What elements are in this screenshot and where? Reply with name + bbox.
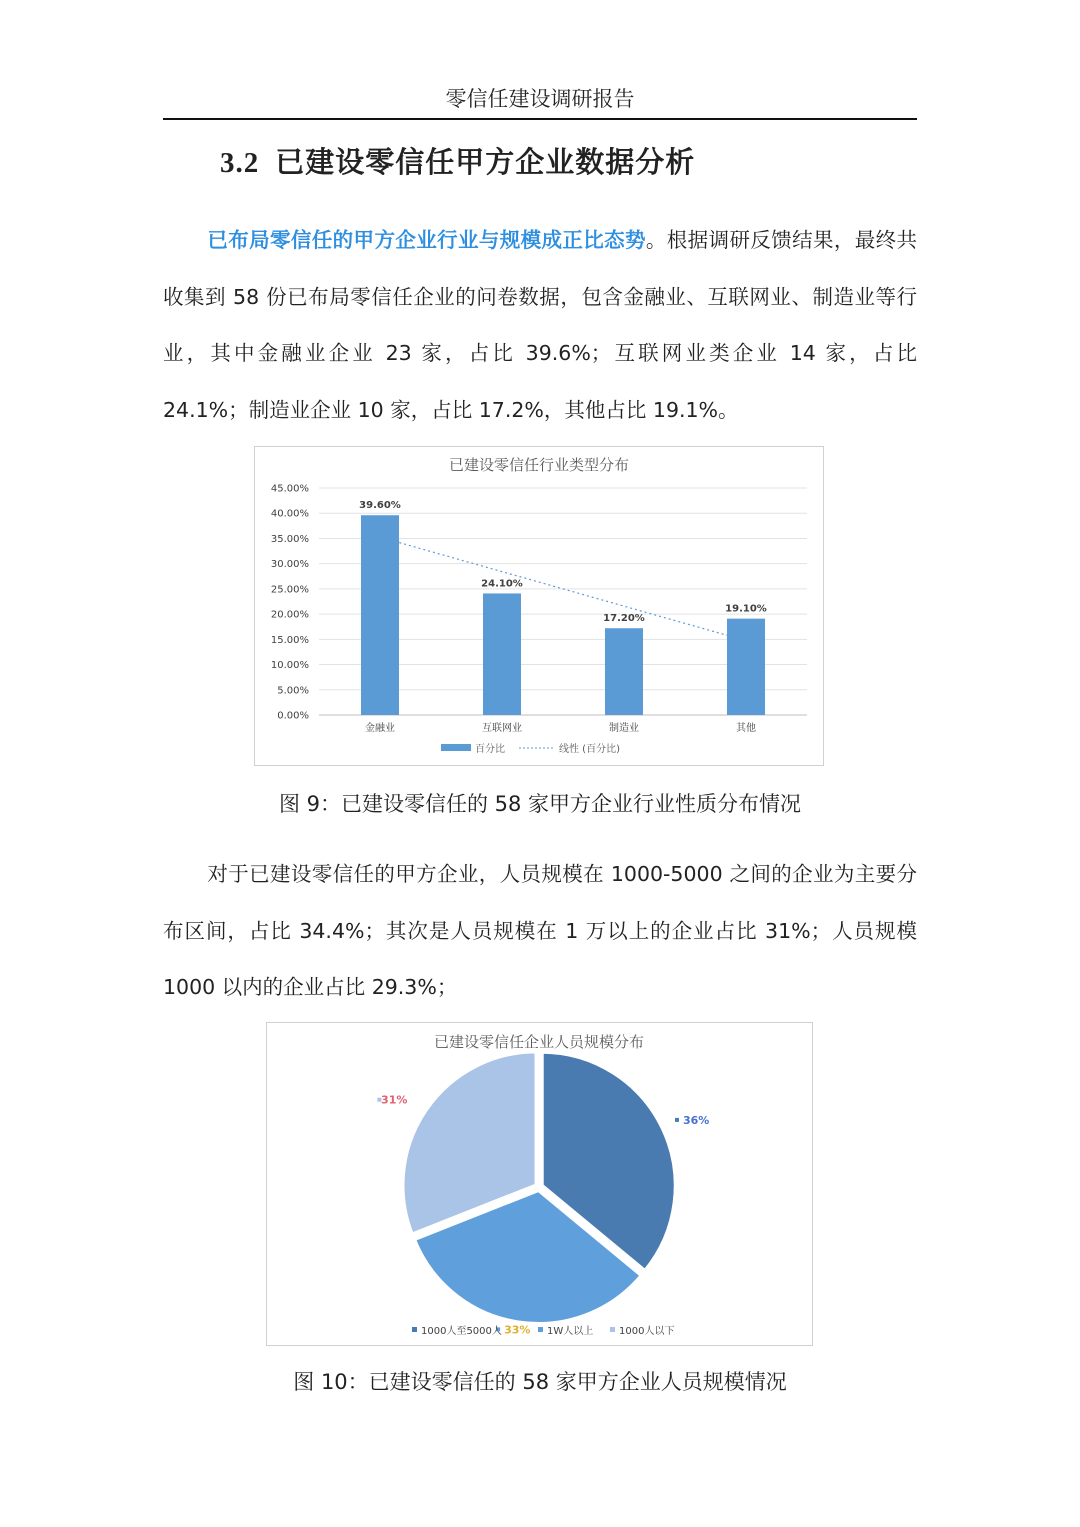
pie-legend-label: 1000人以下 [619,1326,675,1337]
y-tick-label: 5.00% [277,685,309,697]
bar-chart [255,447,823,765]
y-tick-label: 10.00% [270,660,309,672]
bar-data-label: 19.10% [725,603,767,615]
paragraph-industry-text: 。根据调研反馈结果，最终共收集到 58 份已布局零信任企业的问卷数据，包含金融业、互联网业、制造业等行业，其中金融业企业 23 家，占比 39.6%；互联网业类企业 14 家，占比 24.1%；制造业企业 10 家，占比 17.2%，其他占比 19.1%。 [163,228,918,422]
x-tick-label: 制造业 [609,723,639,734]
y-tick-label: 15.00% [270,634,309,646]
bar [605,628,643,715]
paragraph-industry [163,212,917,438]
pie-label-marker [675,1118,679,1122]
pie-label-text: 33% [504,1323,531,1337]
paragraph-scale [163,846,917,1016]
y-tick-label: 20.00% [270,609,309,621]
pie-chart-title: 已建设零信任企业人员规模分布 [433,1033,645,1051]
x-tick-label: 其他 [736,723,756,734]
bar [361,515,399,715]
pie-legend-swatch [412,1327,417,1332]
bar-data-label: 39.60% [359,500,401,512]
y-tick-label: 0.00% [277,710,309,722]
pie-chart [267,1023,812,1345]
section-number: 3.2 [220,147,260,179]
pie-data-label [675,1114,709,1127]
highlight-sentence: 已布局零信任的甲方企业行业与规模成正比态势 [207,228,646,252]
paragraph-scale-text: 对于已建设零信任的甲方企业，人员规模在 1000-5000 之间的企业为主要分布区间，占比 34.4%；其次是人员规模在 1 万以上的企业占比 31%；人员规模 1000 以内的企业占比 29.3%； [163,862,917,999]
section-title [220,140,695,181]
bar-chart-legend [441,742,620,755]
page-header: 零信任建设调研报告 [163,84,917,120]
pie-chart-frame [266,1022,813,1346]
section-heading: 已建设零信任甲方企业数据分析 [275,145,696,179]
y-tick-label: 30.00% [270,559,309,571]
y-tick-label: 35.00% [270,533,309,545]
bar [727,619,765,715]
bar-chart-frame [254,446,824,766]
legend-swatch-bar [441,744,471,751]
x-tick-label: 互联网业 [482,723,522,734]
pie-legend-label: 1000人至5000人 [421,1326,502,1337]
y-tick-label: 45.00% [270,483,309,495]
x-tick-label: 金融业 [365,723,395,734]
bar-data-label: 17.20% [603,613,645,625]
pie-label-text: 36% [682,1113,710,1127]
bar-chart-title: 已建设零信任行业类型分布 [448,456,630,474]
y-tick-label: 40.00% [270,508,309,520]
figure9-caption: 图 9：已建设零信任的 58 家甲方企业行业性质分布情况 [278,792,802,816]
pie-legend-label: 1W人以上 [547,1326,594,1337]
bar [483,593,521,715]
pie-legend-swatch [538,1327,543,1332]
figure10-caption: 图 10：已建设零信任的 58 家甲方企业人员规模情况 [293,1370,787,1394]
legend-label-trend: 线性 (百分比) [559,744,620,755]
bar-data-label: 24.10% [481,578,523,590]
pie-label-text: 31% [381,1093,408,1107]
y-tick-label: 25.00% [270,584,309,596]
legend-label-bar: 百分比 [475,744,505,755]
pie-data-label [377,1094,407,1107]
pie-legend-swatch [610,1327,615,1332]
